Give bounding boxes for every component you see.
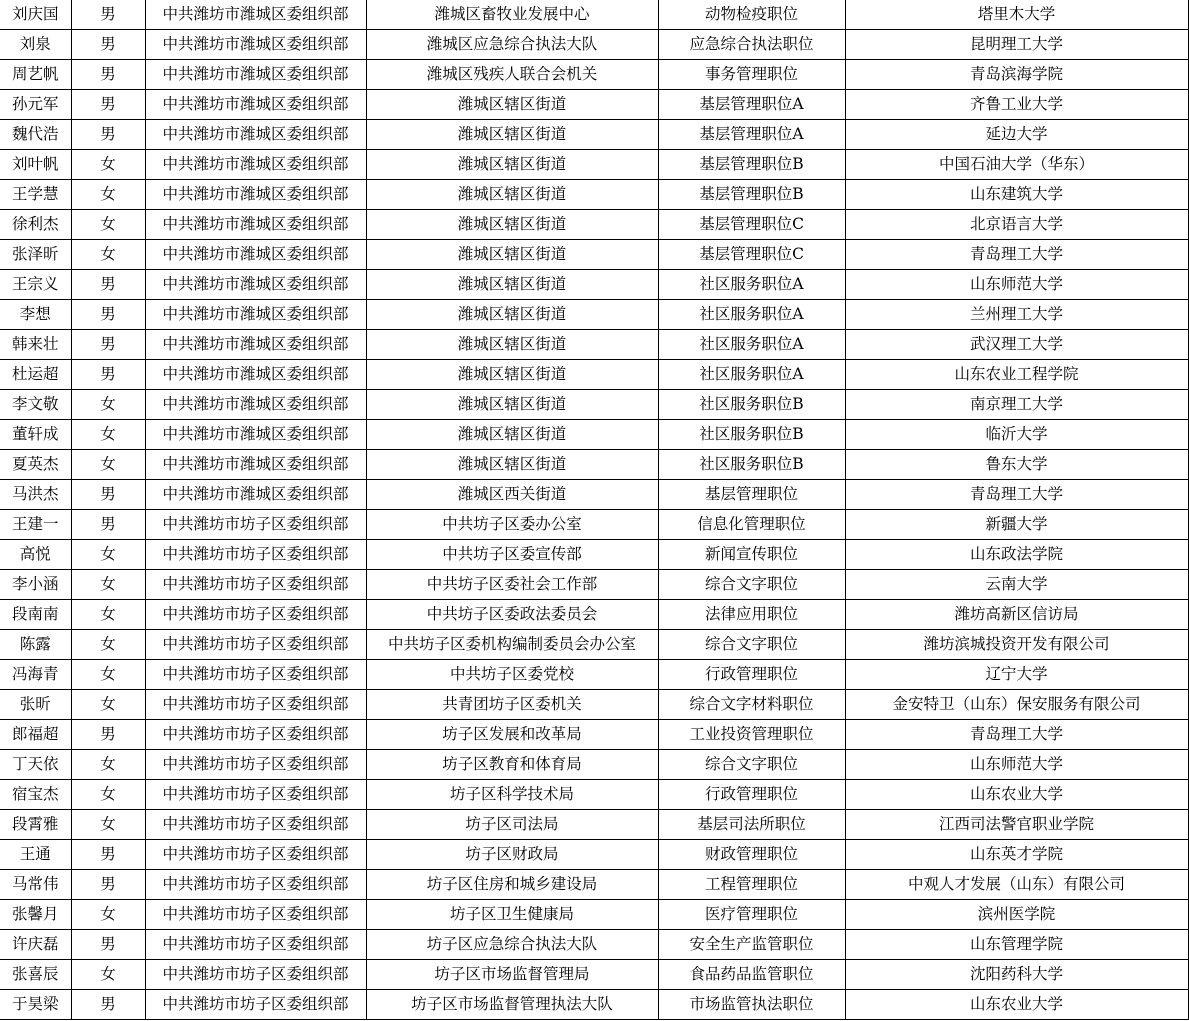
organization-cell: 中共潍坊市坊子区委组织部 — [145, 690, 366, 720]
position-cell: 基层管理职位 — [658, 480, 845, 510]
organization-cell: 中共潍坊市潍城区委组织部 — [145, 60, 366, 90]
unit-cell: 潍城区辖区街道 — [366, 180, 658, 210]
unit-cell: 中共坊子区委政法委员会 — [366, 600, 658, 630]
organization-cell: 中共潍坊市坊子区委组织部 — [145, 960, 366, 990]
position-cell: 安全生产监管职位 — [658, 930, 845, 960]
position-cell: 行政管理职位 — [658, 660, 845, 690]
school-cell: 山东师范大学 — [845, 270, 1188, 300]
unit-cell: 潍城区辖区街道 — [366, 330, 658, 360]
gender-cell: 男 — [71, 330, 145, 360]
table-row — [0, 510, 1188, 540]
school-cell: 滨州医学院 — [845, 900, 1188, 930]
school-cell: 潍坊高新区信访局 — [845, 600, 1188, 630]
name-cell: 张泽昕 — [0, 240, 71, 270]
table-row — [0, 540, 1188, 570]
school-cell: 南京理工大学 — [845, 390, 1188, 420]
gender-cell: 男 — [71, 90, 145, 120]
organization-cell: 中共潍坊市坊子区委组织部 — [145, 870, 366, 900]
school-cell: 塔里木大学 — [845, 0, 1188, 30]
gender-cell: 男 — [71, 360, 145, 390]
position-cell: 社区服务职位A — [658, 300, 845, 330]
name-cell: 马常伟 — [0, 870, 71, 900]
name-cell: 王建一 — [0, 510, 71, 540]
unit-cell: 潍城区西关街道 — [366, 480, 658, 510]
unit-cell: 坊子区市场监督管理局 — [366, 960, 658, 990]
name-cell: 于昊梁 — [0, 990, 71, 1020]
table-row — [0, 270, 1188, 300]
table-row — [0, 600, 1188, 630]
gender-cell: 女 — [71, 450, 145, 480]
gender-cell: 男 — [71, 930, 145, 960]
unit-cell: 中共坊子区委办公室 — [366, 510, 658, 540]
table-row — [0, 330, 1188, 360]
table-row — [0, 840, 1188, 870]
school-cell: 山东农业工程学院 — [845, 360, 1188, 390]
position-cell: 基层管理职位B — [658, 150, 845, 180]
organization-cell: 中共潍坊市坊子区委组织部 — [145, 720, 366, 750]
school-cell: 中观人才发展（山东）有限公司 — [845, 870, 1188, 900]
name-cell: 杜运超 — [0, 360, 71, 390]
organization-cell: 中共潍坊市潍城区委组织部 — [145, 90, 366, 120]
position-cell: 法律应用职位 — [658, 600, 845, 630]
position-cell: 社区服务职位B — [658, 450, 845, 480]
position-cell: 医疗管理职位 — [658, 900, 845, 930]
gender-cell: 男 — [71, 510, 145, 540]
gender-cell: 女 — [71, 540, 145, 570]
table-row — [0, 60, 1188, 90]
organization-cell: 中共潍坊市坊子区委组织部 — [145, 900, 366, 930]
position-cell: 综合文字材料职位 — [658, 690, 845, 720]
position-cell: 基层管理职位C — [658, 210, 845, 240]
organization-cell: 中共潍坊市潍城区委组织部 — [145, 390, 366, 420]
gender-cell: 女 — [71, 780, 145, 810]
unit-cell: 潍城区辖区街道 — [366, 210, 658, 240]
school-cell: 北京语言大学 — [845, 210, 1188, 240]
organization-cell: 中共潍坊市坊子区委组织部 — [145, 570, 366, 600]
unit-cell: 共青团坊子区委机关 — [366, 690, 658, 720]
unit-cell: 潍城区辖区街道 — [366, 150, 658, 180]
name-cell: 魏代浩 — [0, 120, 71, 150]
organization-cell: 中共潍坊市潍城区委组织部 — [145, 330, 366, 360]
school-cell: 青岛滨海学院 — [845, 60, 1188, 90]
table-row — [0, 990, 1188, 1020]
name-cell: 周艺帆 — [0, 60, 71, 90]
school-cell: 沈阳药科大学 — [845, 960, 1188, 990]
position-cell: 市场监管执法职位 — [658, 990, 845, 1020]
name-cell: 李想 — [0, 300, 71, 330]
organization-cell: 中共潍坊市坊子区委组织部 — [145, 810, 366, 840]
organization-cell: 中共潍坊市坊子区委组织部 — [145, 510, 366, 540]
gender-cell: 女 — [71, 180, 145, 210]
organization-cell: 中共潍坊市潍城区委组织部 — [145, 270, 366, 300]
school-cell: 山东政法学院 — [845, 540, 1188, 570]
gender-cell: 男 — [71, 870, 145, 900]
table-row — [0, 630, 1188, 660]
table-row — [0, 390, 1188, 420]
gender-cell: 男 — [71, 60, 145, 90]
gender-cell: 男 — [71, 30, 145, 60]
position-cell: 社区服务职位A — [658, 360, 845, 390]
gender-cell: 女 — [71, 150, 145, 180]
name-cell: 李文敬 — [0, 390, 71, 420]
name-cell: 徐利杰 — [0, 210, 71, 240]
name-cell: 张馨月 — [0, 900, 71, 930]
school-cell: 山东管理学院 — [845, 930, 1188, 960]
name-cell: 董轩成 — [0, 420, 71, 450]
table-row — [0, 420, 1188, 450]
organization-cell: 中共潍坊市坊子区委组织部 — [145, 600, 366, 630]
position-cell: 基层司法所职位 — [658, 810, 845, 840]
unit-cell: 中共坊子区委社会工作部 — [366, 570, 658, 600]
table-row — [0, 450, 1188, 480]
unit-cell: 中共坊子区委机构编制委员会办公室 — [366, 630, 658, 660]
table-row — [0, 570, 1188, 600]
table-row — [0, 240, 1188, 270]
gender-cell: 女 — [71, 690, 145, 720]
name-cell: 王学慧 — [0, 180, 71, 210]
gender-cell: 女 — [71, 600, 145, 630]
unit-cell: 潍城区畜牧业发展中心 — [366, 0, 658, 30]
name-cell: 高悦 — [0, 540, 71, 570]
table-row — [0, 300, 1188, 330]
school-cell: 青岛理工大学 — [845, 240, 1188, 270]
table-row — [0, 780, 1188, 810]
school-cell: 山东建筑大学 — [845, 180, 1188, 210]
name-cell: 张昕 — [0, 690, 71, 720]
table-row — [0, 180, 1188, 210]
unit-cell: 潍城区残疾人联合会机关 — [366, 60, 658, 90]
gender-cell: 男 — [71, 720, 145, 750]
unit-cell: 中共坊子区委党校 — [366, 660, 658, 690]
gender-cell: 女 — [71, 660, 145, 690]
school-cell: 山东农业大学 — [845, 990, 1188, 1020]
school-cell: 昆明理工大学 — [845, 30, 1188, 60]
organization-cell: 中共潍坊市潍城区委组织部 — [145, 450, 366, 480]
table-row — [0, 690, 1188, 720]
position-cell: 行政管理职位 — [658, 780, 845, 810]
unit-cell: 潍城区辖区街道 — [366, 120, 658, 150]
gender-cell: 男 — [71, 480, 145, 510]
position-cell: 应急综合执法职位 — [658, 30, 845, 60]
organization-cell: 中共潍坊市坊子区委组织部 — [145, 540, 366, 570]
position-cell: 工业投资管理职位 — [658, 720, 845, 750]
name-cell: 宿宝杰 — [0, 780, 71, 810]
unit-cell: 坊子区司法局 — [366, 810, 658, 840]
position-cell: 信息化管理职位 — [658, 510, 845, 540]
organization-cell: 中共潍坊市潍城区委组织部 — [145, 30, 366, 60]
school-cell: 齐鲁工业大学 — [845, 90, 1188, 120]
table-row — [0, 900, 1188, 930]
name-cell: 夏英杰 — [0, 450, 71, 480]
name-cell: 许庆磊 — [0, 930, 71, 960]
unit-cell: 潍城区辖区街道 — [366, 90, 658, 120]
table-row — [0, 720, 1188, 750]
organization-cell: 中共潍坊市坊子区委组织部 — [145, 750, 366, 780]
unit-cell: 潍城区辖区街道 — [366, 270, 658, 300]
gender-cell: 男 — [71, 270, 145, 300]
gender-cell: 女 — [71, 810, 145, 840]
organization-cell: 中共潍坊市潍城区委组织部 — [145, 210, 366, 240]
unit-cell: 坊子区科学技术局 — [366, 780, 658, 810]
name-cell: 段南南 — [0, 600, 71, 630]
school-cell: 山东英才学院 — [845, 840, 1188, 870]
school-cell: 山东农业大学 — [845, 780, 1188, 810]
gender-cell: 男 — [71, 300, 145, 330]
gender-cell: 男 — [71, 0, 145, 30]
organization-cell: 中共潍坊市坊子区委组织部 — [145, 780, 366, 810]
unit-cell: 潍城区辖区街道 — [366, 390, 658, 420]
school-cell: 新疆大学 — [845, 510, 1188, 540]
position-cell: 社区服务职位B — [658, 390, 845, 420]
organization-cell: 中共潍坊市坊子区委组织部 — [145, 930, 366, 960]
school-cell: 中国石油大学（华东） — [845, 150, 1188, 180]
unit-cell: 坊子区发展和改革局 — [366, 720, 658, 750]
name-cell: 孙元军 — [0, 90, 71, 120]
name-cell: 刘庆国 — [0, 0, 71, 30]
name-cell: 郎福超 — [0, 720, 71, 750]
position-cell: 动物检疫职位 — [658, 0, 845, 30]
school-cell: 江西司法警官职业学院 — [845, 810, 1188, 840]
table-row — [0, 30, 1188, 60]
table-row — [0, 120, 1188, 150]
position-cell: 基层管理职位A — [658, 120, 845, 150]
table-row — [0, 750, 1188, 780]
gender-cell: 女 — [71, 390, 145, 420]
school-cell: 潍坊滨城投资开发有限公司 — [845, 630, 1188, 660]
organization-cell: 中共潍坊市坊子区委组织部 — [145, 660, 366, 690]
name-cell: 张喜辰 — [0, 960, 71, 990]
position-cell: 基层管理职位C — [658, 240, 845, 270]
school-cell: 武汉理工大学 — [845, 330, 1188, 360]
position-cell: 社区服务职位B — [658, 420, 845, 450]
school-cell: 辽宁大学 — [845, 660, 1188, 690]
position-cell: 综合文字职位 — [658, 750, 845, 780]
gender-cell: 女 — [71, 210, 145, 240]
gender-cell: 女 — [71, 900, 145, 930]
table-row — [0, 930, 1188, 960]
gender-cell: 男 — [71, 990, 145, 1020]
school-cell: 延边大学 — [845, 120, 1188, 150]
name-cell: 陈露 — [0, 630, 71, 660]
name-cell: 段霄雅 — [0, 810, 71, 840]
table-row — [0, 870, 1188, 900]
school-cell: 青岛理工大学 — [845, 480, 1188, 510]
position-cell: 财政管理职位 — [658, 840, 845, 870]
organization-cell: 中共潍坊市坊子区委组织部 — [145, 630, 366, 660]
name-cell: 李小涵 — [0, 570, 71, 600]
organization-cell: 中共潍坊市潍城区委组织部 — [145, 360, 366, 390]
position-cell: 工程管理职位 — [658, 870, 845, 900]
name-cell: 丁天依 — [0, 750, 71, 780]
school-cell: 云南大学 — [845, 570, 1188, 600]
unit-cell: 坊子区教育和体育局 — [366, 750, 658, 780]
unit-cell: 潍城区辖区街道 — [366, 450, 658, 480]
table-row — [0, 480, 1188, 510]
position-cell: 社区服务职位A — [658, 330, 845, 360]
organization-cell: 中共潍坊市潍城区委组织部 — [145, 240, 366, 270]
unit-cell: 潍城区应急综合执法大队 — [366, 30, 658, 60]
position-cell: 基层管理职位B — [658, 180, 845, 210]
gender-cell: 男 — [71, 120, 145, 150]
school-cell: 山东师范大学 — [845, 750, 1188, 780]
name-cell: 刘叶帆 — [0, 150, 71, 180]
organization-cell: 中共潍坊市坊子区委组织部 — [145, 990, 366, 1020]
organization-cell: 中共潍坊市潍城区委组织部 — [145, 150, 366, 180]
organization-cell: 中共潍坊市潍城区委组织部 — [145, 180, 366, 210]
position-cell: 综合文字职位 — [658, 630, 845, 660]
school-cell: 青岛理工大学 — [845, 720, 1188, 750]
table-row — [0, 210, 1188, 240]
position-cell: 食品药品监管职位 — [658, 960, 845, 990]
table-row — [0, 660, 1188, 690]
school-cell: 临沂大学 — [845, 420, 1188, 450]
gender-cell: 男 — [71, 840, 145, 870]
unit-cell: 坊子区市场监督管理执法大队 — [366, 990, 658, 1020]
name-cell: 韩来壮 — [0, 330, 71, 360]
table-row — [0, 90, 1188, 120]
organization-cell: 中共潍坊市潍城区委组织部 — [145, 120, 366, 150]
gender-cell: 女 — [71, 630, 145, 660]
organization-cell: 中共潍坊市潍城区委组织部 — [145, 420, 366, 450]
unit-cell: 坊子区财政局 — [366, 840, 658, 870]
position-cell: 基层管理职位A — [658, 90, 845, 120]
table-row — [0, 150, 1188, 180]
gender-cell: 女 — [71, 240, 145, 270]
gender-cell: 女 — [71, 750, 145, 780]
name-cell: 王通 — [0, 840, 71, 870]
school-cell: 兰州理工大学 — [845, 300, 1188, 330]
organization-cell: 中共潍坊市坊子区委组织部 — [145, 840, 366, 870]
unit-cell: 中共坊子区委宣传部 — [366, 540, 658, 570]
name-cell: 王宗义 — [0, 270, 71, 300]
name-cell: 刘泉 — [0, 30, 71, 60]
unit-cell: 潍城区辖区街道 — [366, 240, 658, 270]
table-row — [0, 0, 1188, 30]
gender-cell: 女 — [71, 420, 145, 450]
unit-cell: 坊子区住房和城乡建设局 — [366, 870, 658, 900]
organization-cell: 中共潍坊市潍城区委组织部 — [145, 300, 366, 330]
unit-cell: 潍城区辖区街道 — [366, 420, 658, 450]
school-cell: 鲁东大学 — [845, 450, 1188, 480]
position-cell: 综合文字职位 — [658, 570, 845, 600]
name-cell: 冯海青 — [0, 660, 71, 690]
organization-cell: 中共潍坊市潍城区委组织部 — [145, 480, 366, 510]
school-cell: 金安特卫（山东）保安服务有限公司 — [845, 690, 1188, 720]
position-cell: 社区服务职位A — [658, 270, 845, 300]
organization-cell: 中共潍坊市潍城区委组织部 — [145, 0, 366, 30]
table-row — [0, 360, 1188, 390]
name-cell: 马洪杰 — [0, 480, 71, 510]
gender-cell: 女 — [71, 570, 145, 600]
position-cell: 新闻宣传职位 — [658, 540, 845, 570]
unit-cell: 潍城区辖区街道 — [366, 360, 658, 390]
unit-cell: 坊子区应急综合执法大队 — [366, 930, 658, 960]
unit-cell: 潍城区辖区街道 — [366, 300, 658, 330]
unit-cell: 坊子区卫生健康局 — [366, 900, 658, 930]
gender-cell: 女 — [71, 960, 145, 990]
position-cell: 事务管理职位 — [658, 60, 845, 90]
table-row — [0, 960, 1188, 990]
table-row — [0, 810, 1188, 840]
